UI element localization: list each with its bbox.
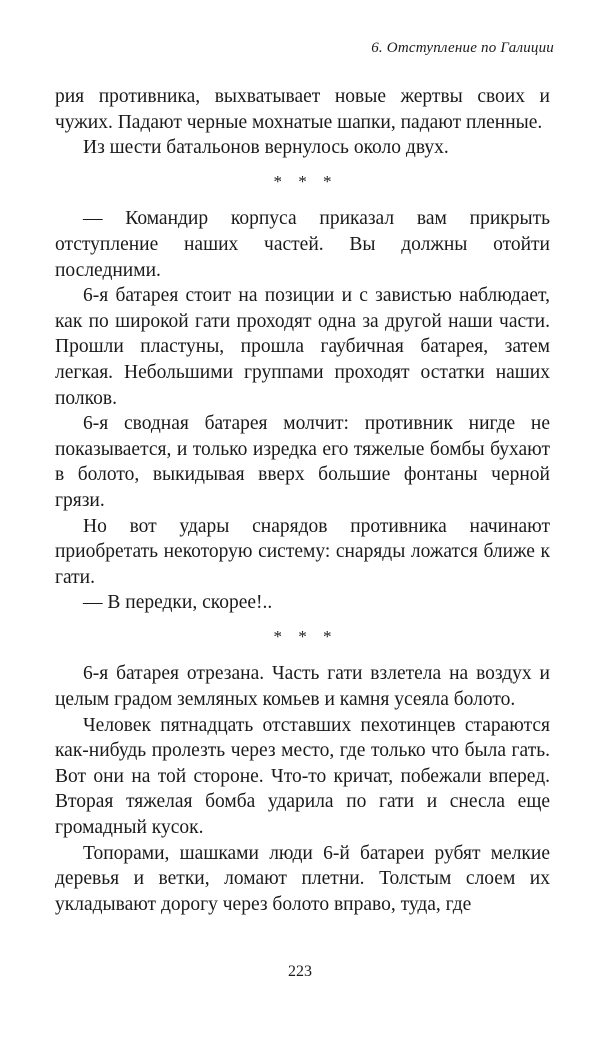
paragraph-7: — В передки, скорее!.. [83, 592, 273, 614]
running-header: 6. Отступление по Галиции [371, 40, 554, 56]
paragraph-6: Но вот удары снарядов противника начинают приобретать некоторую систему: снаряды ложатся ближе к гати. [55, 515, 550, 588]
paragraph-8: 6-я батарея отрезана. Часть гати взлетела на воздух и целым градом земляных комьев и камня усеяла болото. [55, 663, 550, 711]
paragraph-10: Топорами, шашками люди 6-й батареи рубят мелкие деревья и ветки, ломают плетни. Толстым слоем их укладывают дорогу через болото вправо, туда, где [55, 842, 550, 915]
paragraph-2: Из шести батальонов вернулось около двух. [83, 137, 449, 159]
paragraph-5: 6-я сводная батарея молчит: противник нигде не показывается, и только изредка его тяжелые бомбы бухают в болото, выкидывая вверх большие фонтаны черной грязи. [55, 413, 550, 511]
body-text [55, 84, 550, 917]
paragraph-9: Человек пятнадцать отставших пехотинцев стараются как-нибудь пролезть через место, где только что была гать. Вот они на той стороне. Что-то кричат, побежали вперед. Вторая тяжелая бомба ударила по гати и снесла еще громадный кусок. [55, 714, 550, 839]
paragraph-4: 6-я батарея стоит на позиции и с завистью наблюдает, как по широкой гати проходят одна за другой наши части. Прошли пластуны, прошла гаубичная батарея, затем легкая. Небольшими группами проходят остатки наших полков. [55, 285, 550, 409]
section-separator-1: * * * [273, 171, 338, 191]
paragraph-3: — Командир корпуса приказал вам прикрыть отступление наших частей. Вы должны отойти последними. [55, 208, 550, 281]
section-separator-2: * * * [273, 626, 338, 646]
paragraph-1: рия противника, выхватывает новые жертвы своих и чужих. Падают черные мохнатые шапки, падают пленные. [55, 86, 550, 133]
page-number: 223 [288, 963, 312, 980]
